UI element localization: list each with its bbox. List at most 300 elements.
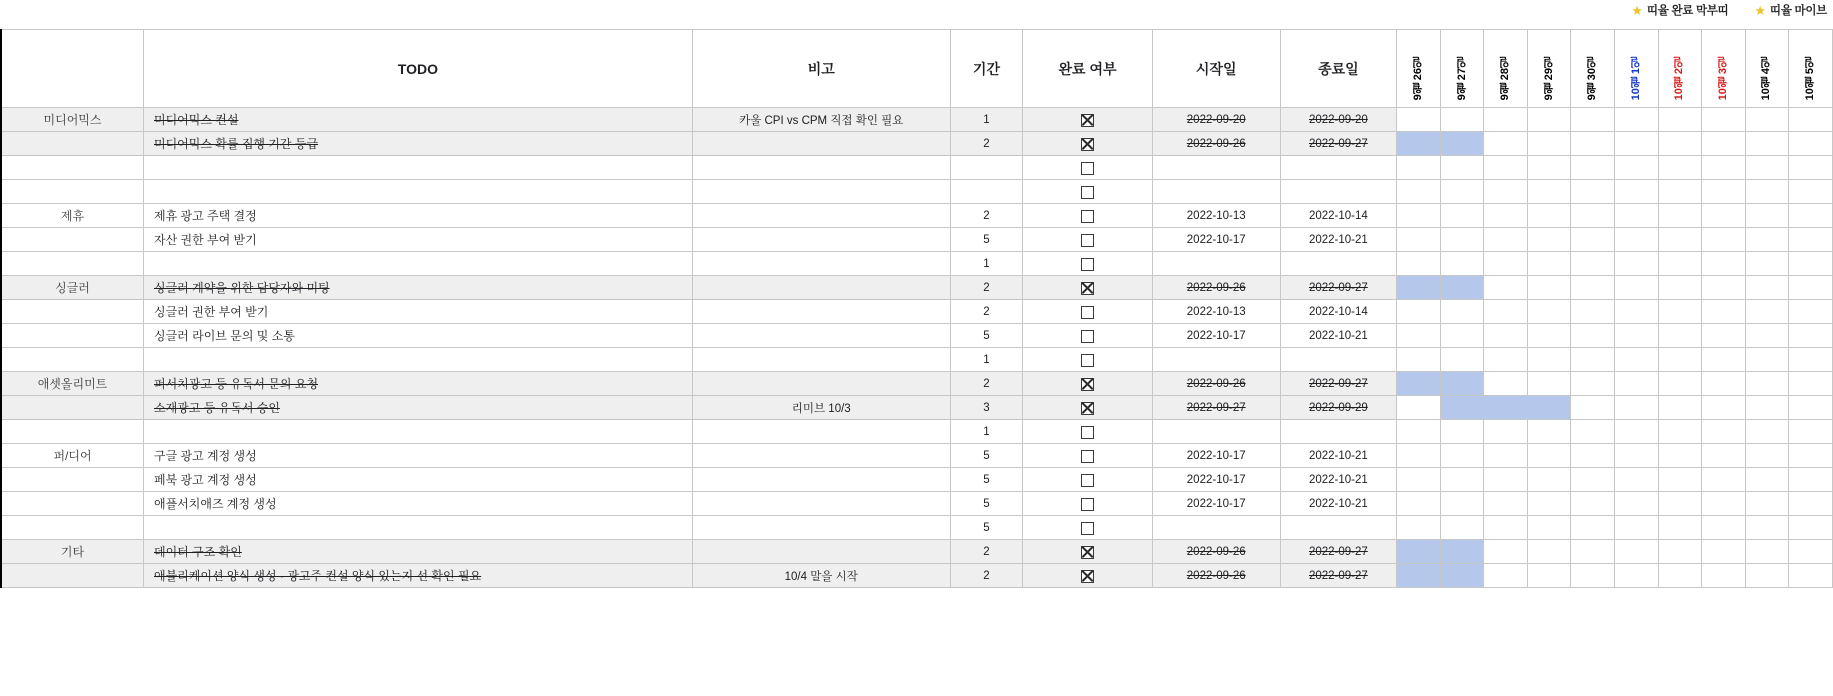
gantt-cell[interactable] — [1571, 444, 1615, 468]
cell-end-date[interactable]: 2022-10-14 — [1280, 204, 1397, 228]
gantt-cell[interactable] — [1615, 564, 1659, 588]
table-row[interactable] — [1, 372, 1833, 396]
cell-note[interactable]: 10/4 말을 시작 — [692, 564, 950, 588]
gantt-cell[interactable] — [1440, 396, 1484, 420]
checkbox-icon[interactable] — [1081, 498, 1094, 511]
cell-done-checkbox[interactable] — [1023, 564, 1153, 588]
gantt-cell[interactable] — [1658, 348, 1702, 372]
gantt-cell[interactable] — [1484, 516, 1528, 540]
gantt-cell[interactable] — [1745, 204, 1789, 228]
cell-duration[interactable] — [950, 180, 1023, 204]
cell-todo[interactable]: 싱글러 라이브 문의 및 소통 — [144, 324, 693, 348]
gantt-cell[interactable] — [1702, 228, 1746, 252]
gantt-cell[interactable] — [1397, 396, 1441, 420]
gantt-cell[interactable] — [1745, 228, 1789, 252]
cell-end-date[interactable] — [1280, 180, 1397, 204]
cell-start-date[interactable]: 2022-10-17 — [1152, 492, 1280, 516]
gantt-cell[interactable] — [1615, 276, 1659, 300]
cell-group[interactable] — [1, 564, 144, 588]
cell-group[interactable] — [1, 420, 144, 444]
gantt-cell[interactable] — [1658, 444, 1702, 468]
checkbox-checked-icon[interactable] — [1081, 138, 1094, 151]
cell-group[interactable] — [1, 252, 144, 276]
gantt-cell[interactable] — [1702, 300, 1746, 324]
cell-duration[interactable]: 3 — [950, 396, 1023, 420]
gantt-cell[interactable] — [1527, 276, 1571, 300]
gantt-cell[interactable] — [1527, 204, 1571, 228]
gantt-cell[interactable] — [1702, 540, 1746, 564]
gantt-cell[interactable] — [1658, 468, 1702, 492]
gantt-cell[interactable] — [1440, 516, 1484, 540]
cell-todo[interactable]: 구글 광고 계정 생성 — [144, 444, 693, 468]
gantt-cell[interactable] — [1658, 108, 1702, 132]
gantt-cell[interactable] — [1527, 324, 1571, 348]
gantt-cell[interactable] — [1658, 420, 1702, 444]
checkbox-icon[interactable] — [1081, 258, 1094, 271]
gantt-cell[interactable] — [1745, 156, 1789, 180]
checkbox-icon[interactable] — [1081, 474, 1094, 487]
table-row[interactable] — [1, 204, 1833, 228]
gantt-cell[interactable] — [1658, 396, 1702, 420]
cell-group[interactable]: 기타 — [1, 540, 144, 564]
gantt-cell[interactable] — [1571, 348, 1615, 372]
cell-todo[interactable] — [144, 156, 693, 180]
gantt-cell[interactable] — [1440, 108, 1484, 132]
gantt-cell[interactable] — [1702, 372, 1746, 396]
gantt-cell[interactable] — [1702, 564, 1746, 588]
gantt-cell[interactable] — [1527, 420, 1571, 444]
gantt-cell[interactable] — [1702, 516, 1746, 540]
gantt-cell[interactable] — [1789, 228, 1833, 252]
cell-done-checkbox[interactable] — [1023, 468, 1153, 492]
gantt-cell[interactable] — [1745, 324, 1789, 348]
gantt-cell[interactable] — [1397, 468, 1441, 492]
table-row[interactable] — [1, 324, 1833, 348]
checkbox-icon[interactable] — [1081, 186, 1094, 199]
gantt-cell[interactable] — [1527, 108, 1571, 132]
checkbox-icon[interactable] — [1081, 522, 1094, 535]
gantt-cell[interactable] — [1789, 180, 1833, 204]
cell-todo[interactable]: 페북 광고 계정 생성 — [144, 468, 693, 492]
cell-group[interactable]: 애셋올리미트 — [1, 372, 144, 396]
gantt-cell[interactable] — [1440, 348, 1484, 372]
gantt-cell[interactable] — [1789, 372, 1833, 396]
gantt-cell[interactable] — [1789, 204, 1833, 228]
gantt-cell[interactable] — [1615, 516, 1659, 540]
gantt-cell[interactable] — [1789, 348, 1833, 372]
cell-duration[interactable]: 2 — [950, 540, 1023, 564]
gantt-cell[interactable] — [1615, 108, 1659, 132]
cell-todo[interactable]: 자산 권한 부여 받기 — [144, 228, 693, 252]
cell-start-date[interactable]: 2022-09-26 — [1152, 132, 1280, 156]
table-row[interactable] — [1, 156, 1833, 180]
gantt-cell[interactable] — [1571, 204, 1615, 228]
cell-start-date[interactable]: 2022-10-17 — [1152, 444, 1280, 468]
cell-start-date[interactable]: 2022-09-27 — [1152, 396, 1280, 420]
gantt-cell[interactable] — [1571, 324, 1615, 348]
cell-note[interactable] — [692, 468, 950, 492]
cell-done-checkbox[interactable] — [1023, 300, 1153, 324]
cell-end-date[interactable]: 2022-10-21 — [1280, 468, 1397, 492]
cell-todo[interactable] — [144, 252, 693, 276]
table-row[interactable] — [1, 420, 1833, 444]
gantt-cell[interactable] — [1484, 492, 1528, 516]
gantt-cell[interactable] — [1615, 420, 1659, 444]
cell-done-checkbox[interactable] — [1023, 252, 1153, 276]
cell-todo[interactable]: 애뷸리케이션 양식 생성 · 광고주 컨설 양식 있는지 선 확인 필요 — [144, 564, 693, 588]
table-row[interactable] — [1, 516, 1833, 540]
gantt-cell[interactable] — [1745, 276, 1789, 300]
cell-note[interactable] — [692, 324, 950, 348]
gantt-cell[interactable] — [1571, 516, 1615, 540]
cell-duration[interactable]: 2 — [950, 276, 1023, 300]
cell-start-date[interactable]: 2022-09-26 — [1152, 564, 1280, 588]
cell-end-date[interactable]: 2022-09-27 — [1280, 564, 1397, 588]
gantt-cell[interactable] — [1658, 228, 1702, 252]
gantt-cell[interactable] — [1658, 204, 1702, 228]
checkbox-checked-icon[interactable] — [1081, 546, 1094, 559]
cell-todo[interactable]: 퍼서치광고 등 유독서 문의 요청 — [144, 372, 693, 396]
gantt-cell[interactable] — [1658, 372, 1702, 396]
gantt-cell[interactable] — [1440, 372, 1484, 396]
cell-done-checkbox[interactable] — [1023, 204, 1153, 228]
cell-group[interactable] — [1, 228, 144, 252]
cell-done-checkbox[interactable] — [1023, 132, 1153, 156]
cell-note[interactable] — [692, 180, 950, 204]
cell-group[interactable] — [1, 156, 144, 180]
gantt-cell[interactable] — [1397, 108, 1441, 132]
cell-group[interactable] — [1, 492, 144, 516]
gantt-cell[interactable] — [1440, 228, 1484, 252]
gantt-cell[interactable] — [1745, 396, 1789, 420]
gantt-cell[interactable] — [1789, 252, 1833, 276]
gantt-cell[interactable] — [1571, 132, 1615, 156]
gantt-cell[interactable] — [1527, 492, 1571, 516]
gantt-cell[interactable] — [1745, 516, 1789, 540]
gantt-cell[interactable] — [1571, 180, 1615, 204]
gantt-cell[interactable] — [1789, 132, 1833, 156]
gantt-cell[interactable] — [1484, 468, 1528, 492]
gantt-cell[interactable] — [1615, 300, 1659, 324]
table-row[interactable] — [1, 132, 1833, 156]
cell-note[interactable] — [692, 276, 950, 300]
cell-note[interactable] — [692, 540, 950, 564]
cell-note[interactable] — [692, 228, 950, 252]
gantt-cell[interactable] — [1527, 372, 1571, 396]
gantt-cell[interactable] — [1789, 564, 1833, 588]
gantt-cell[interactable] — [1571, 396, 1615, 420]
gantt-cell[interactable] — [1484, 444, 1528, 468]
cell-done-checkbox[interactable] — [1023, 444, 1153, 468]
cell-done-checkbox[interactable] — [1023, 516, 1153, 540]
cell-note[interactable]: 카울 CPI vs CPM 직접 확인 필요 — [692, 108, 950, 132]
cell-start-date[interactable] — [1152, 420, 1280, 444]
gantt-cell[interactable] — [1527, 132, 1571, 156]
gantt-cell[interactable] — [1484, 324, 1528, 348]
gantt-cell[interactable] — [1527, 516, 1571, 540]
gantt-cell[interactable] — [1789, 276, 1833, 300]
gantt-cell[interactable] — [1702, 180, 1746, 204]
checkbox-checked-icon[interactable] — [1081, 570, 1094, 583]
cell-end-date[interactable]: 2022-09-27 — [1280, 132, 1397, 156]
gantt-cell[interactable] — [1789, 468, 1833, 492]
cell-start-date[interactable]: 2022-10-17 — [1152, 468, 1280, 492]
gantt-cell[interactable] — [1571, 492, 1615, 516]
gantt-cell[interactable] — [1484, 396, 1528, 420]
gantt-cell[interactable] — [1745, 444, 1789, 468]
cell-start-date[interactable]: 2022-09-26 — [1152, 540, 1280, 564]
cell-start-date[interactable] — [1152, 156, 1280, 180]
gantt-cell[interactable] — [1571, 372, 1615, 396]
cell-end-date[interactable] — [1280, 516, 1397, 540]
gantt-cell[interactable] — [1397, 204, 1441, 228]
gantt-cell[interactable] — [1615, 396, 1659, 420]
gantt-cell[interactable] — [1484, 420, 1528, 444]
cell-todo[interactable] — [144, 348, 693, 372]
cell-start-date[interactable]: 2022-10-13 — [1152, 300, 1280, 324]
cell-note[interactable] — [692, 252, 950, 276]
gantt-cell[interactable] — [1527, 564, 1571, 588]
cell-end-date[interactable]: 2022-10-21 — [1280, 228, 1397, 252]
gantt-cell[interactable] — [1658, 156, 1702, 180]
gantt-cell[interactable] — [1745, 132, 1789, 156]
gantt-cell[interactable] — [1615, 372, 1659, 396]
gantt-cell[interactable] — [1440, 300, 1484, 324]
gantt-cell[interactable] — [1440, 324, 1484, 348]
gantt-cell[interactable] — [1615, 228, 1659, 252]
gantt-cell[interactable] — [1789, 492, 1833, 516]
todo-gantt-table[interactable] — [0, 29, 1833, 588]
table-row[interactable] — [1, 348, 1833, 372]
cell-duration[interactable]: 2 — [950, 132, 1023, 156]
gantt-cell[interactable] — [1745, 300, 1789, 324]
cell-end-date[interactable] — [1280, 348, 1397, 372]
gantt-cell[interactable] — [1484, 348, 1528, 372]
cell-start-date[interactable]: 2022-10-13 — [1152, 204, 1280, 228]
gantt-cell[interactable] — [1789, 324, 1833, 348]
cell-duration[interactable]: 5 — [950, 492, 1023, 516]
gantt-cell[interactable] — [1397, 228, 1441, 252]
cell-start-date[interactable]: 2022-09-26 — [1152, 372, 1280, 396]
gantt-cell[interactable] — [1702, 252, 1746, 276]
gantt-cell[interactable] — [1745, 180, 1789, 204]
gantt-cell[interactable] — [1745, 348, 1789, 372]
cell-duration[interactable]: 2 — [950, 372, 1023, 396]
gantt-cell[interactable] — [1571, 564, 1615, 588]
gantt-cell[interactable] — [1440, 276, 1484, 300]
cell-group[interactable] — [1, 300, 144, 324]
cell-group[interactable] — [1, 180, 144, 204]
gantt-cell[interactable] — [1484, 180, 1528, 204]
cell-group[interactable] — [1, 516, 144, 540]
cell-note[interactable] — [692, 444, 950, 468]
gantt-cell[interactable] — [1484, 564, 1528, 588]
cell-start-date[interactable]: 2022-09-26 — [1152, 276, 1280, 300]
gantt-cell[interactable] — [1702, 132, 1746, 156]
gantt-cell[interactable] — [1789, 444, 1833, 468]
gantt-cell[interactable] — [1702, 468, 1746, 492]
gantt-cell[interactable] — [1571, 540, 1615, 564]
gantt-cell[interactable] — [1527, 228, 1571, 252]
gantt-cell[interactable] — [1702, 324, 1746, 348]
gantt-cell[interactable] — [1440, 564, 1484, 588]
gantt-cell[interactable] — [1397, 444, 1441, 468]
gantt-cell[interactable] — [1789, 540, 1833, 564]
gantt-cell[interactable] — [1702, 108, 1746, 132]
gantt-cell[interactable] — [1789, 396, 1833, 420]
gantt-cell[interactable] — [1658, 252, 1702, 276]
gantt-cell[interactable] — [1440, 468, 1484, 492]
gantt-cell[interactable] — [1527, 180, 1571, 204]
gantt-cell[interactable] — [1702, 396, 1746, 420]
checkbox-icon[interactable] — [1081, 354, 1094, 367]
table-row[interactable] — [1, 540, 1833, 564]
checkbox-icon[interactable] — [1081, 306, 1094, 319]
cell-done-checkbox[interactable] — [1023, 228, 1153, 252]
gantt-cell[interactable] — [1484, 540, 1528, 564]
gantt-cell[interactable] — [1658, 540, 1702, 564]
gantt-cell[interactable] — [1527, 396, 1571, 420]
gantt-cell[interactable] — [1745, 468, 1789, 492]
gantt-cell[interactable] — [1615, 444, 1659, 468]
gantt-cell[interactable] — [1571, 108, 1615, 132]
gantt-cell[interactable] — [1397, 348, 1441, 372]
gantt-cell[interactable] — [1440, 180, 1484, 204]
checkbox-checked-icon[interactable] — [1081, 378, 1094, 391]
cell-done-checkbox[interactable] — [1023, 396, 1153, 420]
cell-note[interactable] — [692, 492, 950, 516]
cell-end-date[interactable] — [1280, 156, 1397, 180]
gantt-cell[interactable] — [1658, 564, 1702, 588]
gantt-cell[interactable] — [1397, 540, 1441, 564]
cell-group[interactable] — [1, 396, 144, 420]
cell-group[interactable]: 제휴 — [1, 204, 144, 228]
cell-duration[interactable]: 1 — [950, 420, 1023, 444]
cell-group[interactable]: 싱글러 — [1, 276, 144, 300]
gantt-cell[interactable] — [1745, 108, 1789, 132]
cell-end-date[interactable]: 2022-10-21 — [1280, 492, 1397, 516]
cell-duration[interactable]: 5 — [950, 468, 1023, 492]
cell-group[interactable] — [1, 132, 144, 156]
gantt-cell[interactable] — [1397, 276, 1441, 300]
gantt-cell[interactable] — [1484, 204, 1528, 228]
gantt-cell[interactable] — [1440, 492, 1484, 516]
cell-duration[interactable]: 2 — [950, 564, 1023, 588]
table-row[interactable] — [1, 300, 1833, 324]
cell-done-checkbox[interactable] — [1023, 420, 1153, 444]
gantt-cell[interactable] — [1615, 204, 1659, 228]
gantt-cell[interactable] — [1397, 252, 1441, 276]
cell-end-date[interactable]: 2022-10-21 — [1280, 444, 1397, 468]
gantt-cell[interactable] — [1571, 228, 1615, 252]
cell-duration[interactable]: 1 — [950, 348, 1023, 372]
table-row[interactable] — [1, 228, 1833, 252]
cell-todo[interactable] — [144, 516, 693, 540]
cell-start-date[interactable]: 2022-09-20 — [1152, 108, 1280, 132]
gantt-cell[interactable] — [1397, 324, 1441, 348]
cell-start-date[interactable] — [1152, 348, 1280, 372]
gantt-cell[interactable] — [1615, 540, 1659, 564]
gantt-cell[interactable] — [1440, 420, 1484, 444]
cell-todo[interactable]: 애플서치애즈 계정 생성 — [144, 492, 693, 516]
cell-todo[interactable]: 싱글러 권한 부여 받기 — [144, 300, 693, 324]
gantt-cell[interactable] — [1658, 300, 1702, 324]
table-row[interactable] — [1, 108, 1833, 132]
table-row[interactable] — [1, 564, 1833, 588]
cell-done-checkbox[interactable] — [1023, 276, 1153, 300]
gantt-cell[interactable] — [1440, 204, 1484, 228]
cell-group[interactable] — [1, 324, 144, 348]
gantt-cell[interactable] — [1527, 468, 1571, 492]
gantt-cell[interactable] — [1658, 132, 1702, 156]
gantt-cell[interactable] — [1658, 492, 1702, 516]
gantt-cell[interactable] — [1745, 492, 1789, 516]
cell-group[interactable]: 퍼/디어 — [1, 444, 144, 468]
gantt-cell[interactable] — [1658, 324, 1702, 348]
gantt-cell[interactable] — [1615, 348, 1659, 372]
cell-group[interactable] — [1, 468, 144, 492]
cell-end-date[interactable] — [1280, 252, 1397, 276]
gantt-cell[interactable] — [1745, 372, 1789, 396]
gantt-cell[interactable] — [1484, 108, 1528, 132]
gantt-cell[interactable] — [1615, 180, 1659, 204]
cell-note[interactable] — [692, 300, 950, 324]
cell-note[interactable]: 리미브 10/3 — [692, 396, 950, 420]
checkbox-checked-icon[interactable] — [1081, 402, 1094, 415]
gantt-cell[interactable] — [1702, 348, 1746, 372]
cell-note[interactable] — [692, 372, 950, 396]
gantt-cell[interactable] — [1702, 276, 1746, 300]
gantt-cell[interactable] — [1397, 372, 1441, 396]
gantt-cell[interactable] — [1484, 156, 1528, 180]
cell-todo[interactable]: 싱글러 계약을 위한 담당자와 미팅 — [144, 276, 693, 300]
gantt-cell[interactable] — [1571, 252, 1615, 276]
table-row[interactable] — [1, 276, 1833, 300]
gantt-cell[interactable] — [1615, 132, 1659, 156]
gantt-cell[interactable] — [1702, 156, 1746, 180]
table-row[interactable] — [1, 444, 1833, 468]
gantt-cell[interactable] — [1615, 492, 1659, 516]
gantt-cell[interactable] — [1527, 348, 1571, 372]
gantt-cell[interactable] — [1702, 420, 1746, 444]
checkbox-icon[interactable] — [1081, 426, 1094, 439]
gantt-cell[interactable] — [1615, 324, 1659, 348]
cell-end-date[interactable] — [1280, 420, 1397, 444]
gantt-cell[interactable] — [1527, 540, 1571, 564]
gantt-cell[interactable] — [1571, 300, 1615, 324]
gantt-cell[interactable] — [1658, 180, 1702, 204]
cell-done-checkbox[interactable] — [1023, 492, 1153, 516]
cell-note[interactable] — [692, 516, 950, 540]
gantt-cell[interactable] — [1440, 540, 1484, 564]
cell-start-date[interactable]: 2022-10-17 — [1152, 324, 1280, 348]
cell-note[interactable] — [692, 132, 950, 156]
cell-note[interactable] — [692, 420, 950, 444]
cell-done-checkbox[interactable] — [1023, 348, 1153, 372]
gantt-cell[interactable] — [1484, 372, 1528, 396]
gantt-cell[interactable] — [1527, 252, 1571, 276]
table-row[interactable] — [1, 396, 1833, 420]
gantt-cell[interactable] — [1440, 444, 1484, 468]
checkbox-checked-icon[interactable] — [1081, 282, 1094, 295]
cell-group[interactable] — [1, 348, 144, 372]
cell-todo[interactable]: 소재광고 등 유독서 승인 — [144, 396, 693, 420]
cell-duration[interactable]: 5 — [950, 228, 1023, 252]
cell-todo[interactable]: 미디어믹스 컨설 — [144, 108, 693, 132]
table-row[interactable] — [1, 492, 1833, 516]
gantt-cell[interactable] — [1702, 492, 1746, 516]
gantt-cell[interactable] — [1397, 516, 1441, 540]
